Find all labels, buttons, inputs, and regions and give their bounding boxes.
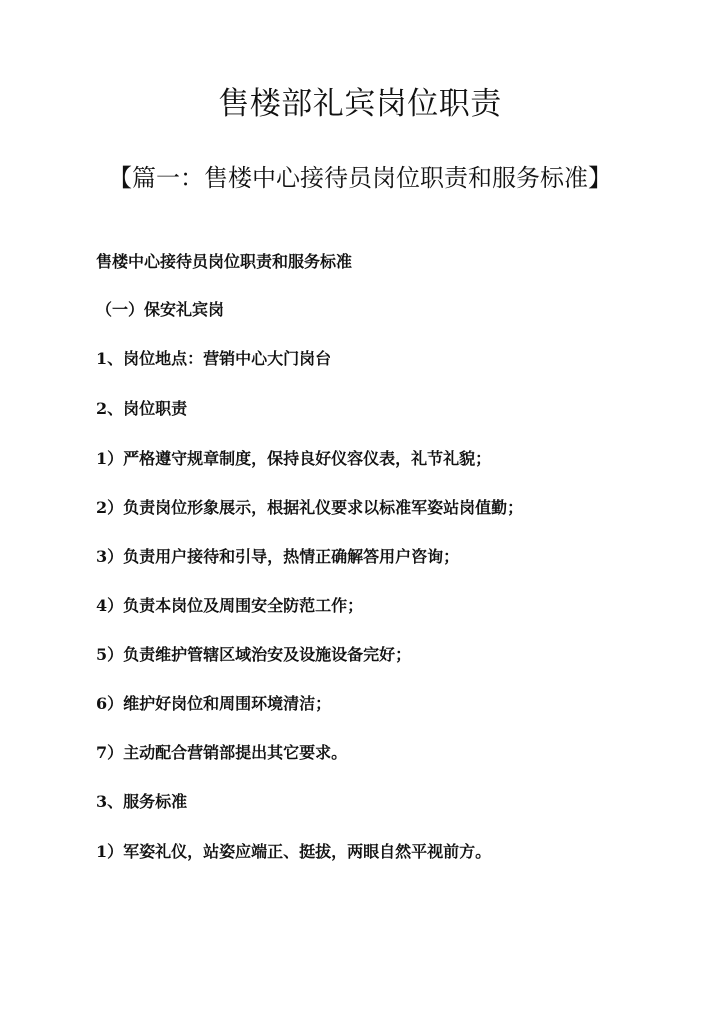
duty-item-2: 2）负责岗位形象展示，根据礼仪要求以标准军姿站岗值勤； xyxy=(96,498,524,517)
duty-item-4: 4）负责本岗位及周围安全防范工作； xyxy=(96,596,364,615)
standard-item-1: 1）军姿礼仪，站姿应端正、挺拔，两眼自然平视前方。 xyxy=(96,842,492,861)
document-title: 售楼部礼宾岗位职责 xyxy=(218,86,502,122)
duty-item-5: 5）负责维护管辖区域治安及设施设备完好； xyxy=(96,645,412,664)
section-heading: 【篇一：售楼中心接待员岗位职责和服务标准】 xyxy=(108,164,612,192)
duty-item-6: 6）维护好岗位和周围环境清洁； xyxy=(96,694,332,713)
duty-item-3: 3）负责用户接待和引导，热情正确解答用户咨询； xyxy=(96,547,460,566)
standards-heading: 3、服务标准 xyxy=(96,792,188,811)
duty-item-7: 7）主动配合营销部提出其它要求。 xyxy=(96,743,348,762)
duty-item-1: 1）严格遵守规章制度，保持良好仪容仪表，礼节礼貌； xyxy=(96,449,492,468)
subsection-title: 售楼中心接待员岗位职责和服务标准 xyxy=(96,252,353,271)
duties-heading: 2、岗位职责 xyxy=(96,399,188,418)
post-location: 1、岗位地点：营销中心大门岗台 xyxy=(96,349,332,368)
post-heading: （一）保安礼宾岗 xyxy=(96,300,225,319)
